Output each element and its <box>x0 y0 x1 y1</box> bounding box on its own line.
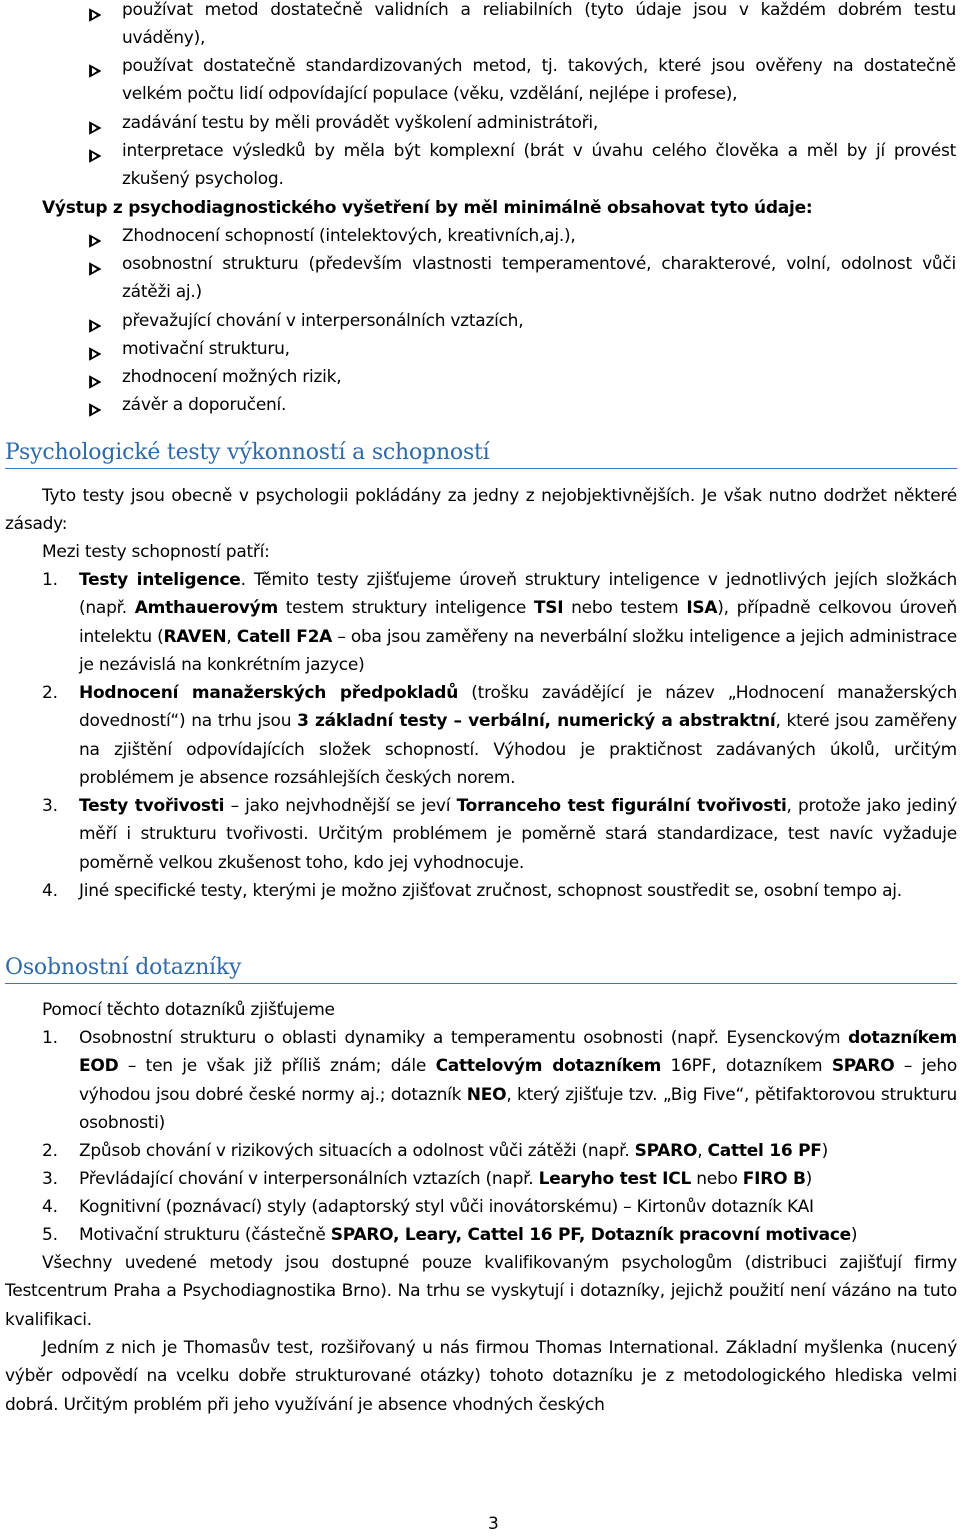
numbered-item: 3. Převládající chování v interpersonálních vztazích (např. Learyho test ICL nebo FIRO B) <box>42 1165 957 1193</box>
list-item: používat metod dostatečně validních a reliabilních (tyto údaje jsou v každém dobrém testu uváděny), <box>122 0 956 49</box>
item-number: 3. <box>42 1169 58 1189</box>
arrow-bullet-icon <box>83 62 111 80</box>
section-heading: Osobnostní dotazníky <box>5 955 957 984</box>
list-item: Zhodnocení schopností (intelektových, kreativních,aj.), <box>122 226 576 246</box>
arrow-bullet-icon <box>83 345 111 363</box>
arrow-bullet-icon <box>83 232 111 250</box>
list-lead: Pomocí těchto dotazníků zjišťujeme <box>42 1000 335 1020</box>
list-item: zadávání testu by měli provádět vyškolení administrátoři, <box>122 113 599 133</box>
numbered-item: 1. Testy inteligence. Těmito testy zjišťujeme úroveň struktury inteligence v jednotlivých jejích složkách (např. Amthauerovým testem struktury inteligence TSI nebo testem ISA), případně celkovou úroveň intelektu (RAVEN, Catell F2A – oba jsou zaměřeny na neverbální složku inteligence a jejich administrace je nezávislá na konkrétním jazyce) <box>42 566 957 679</box>
numbered-item: 3. Testy tvořivosti – jako nejvhodnější se jeví Torranceho test figurální tvořivosti, protože jako jediný měří i strukturu tvořivosti. Určitým problémem je poměrně stará standardizace, test navíc vyžaduje poměrně velkou zkušenost toho, kdo jej vyhodnocuje. <box>42 792 957 877</box>
arrow-bullet-icon <box>83 260 111 278</box>
item-number: 1. <box>42 570 58 590</box>
list-item: interpretace výsledků by měla být komplexní (brát v úvahu celého člověka a měl by jí provést zkušený psycholog. <box>122 141 956 190</box>
item-number: 2. <box>42 683 58 703</box>
arrow-bullet-icon <box>83 373 111 391</box>
item-number: 1. <box>42 1028 58 1048</box>
list-item: osobnostní strukturu (především vlastnosti temperamentové, charakterové, volní, odolnost vůči zátěži aj.) <box>122 254 956 303</box>
arrow-bullet-icon <box>83 317 111 335</box>
page-number: 3 <box>488 1514 499 1534</box>
item-number: 5. <box>42 1225 58 1245</box>
arrow-bullet-icon <box>83 401 111 419</box>
numbered-item: 2. Hodnocení manažerských předpokladů (trošku zavádějící je název „Hodnocení manažerských dovedností“) na trhu jsou 3 základní testy – verbální, numerický a abstraktní, které jsou zaměřeny na zjištění odpovídajících složek schopností. Výhodou je praktičnost zadávaných úkolů, určitým problémem je absence rozsáhlejších českých norem. <box>42 679 957 792</box>
numbered-item: 1. Osobnostní strukturu o oblasti dynamiky a temperamentu osobnosti (např. Eysenckovým dotazníkem EOD – ten je však již příliš znám; dále Cattelovým dotazníkem 16PF, dotazníkem SPARO – jeho výhodou jsou dobré české normy aj.; dotazník NEO, který zjišťuje tzv. „Big Five“, pětifaktorovou strukturu osobnosti) <box>42 1024 957 1137</box>
list-item: převažující chování v interpersonálních vztazích, <box>122 311 524 331</box>
paragraph: Všechny uvedené metody jsou dostupné pouze kvalifikovaným psychologům (distribuci zajišťují firmy Testcentrum Praha a Psychodiagnostika Brno). Na trhu se vyskytují i dotazníky, jejichž použití není vázáno na tuto kvalifikaci. <box>5 1253 957 1330</box>
list-item: zhodnocení možných rizik, <box>122 367 342 387</box>
numbered-item: 4. Kognitivní (poznávací) styly (adaptorský styl vůči inovátorskému) – Kirtonův dotazník KAI <box>42 1193 957 1221</box>
numbered-item: 4. Jiné specifické testy, kterými je možno zjišťovat zručnost, schopnost soustředit se, osobní tempo aj. <box>42 877 957 905</box>
arrow-bullet-icon <box>83 6 111 24</box>
item-number: 4. <box>42 881 58 901</box>
item-number: 2. <box>42 1141 58 1161</box>
list-item: motivační strukturu, <box>122 339 290 359</box>
item-number: 3. <box>42 796 58 816</box>
output-heading: Výstup z psychodiagnostického vyšetření by měl minimálně obsahovat tyto údaje: <box>42 198 813 218</box>
arrow-bullet-icon <box>83 147 111 165</box>
numbered-item: 5. Motivační strukturu (částečně SPARO, Leary, Cattel 16 PF, Dotazník pracovní motivace) <box>42 1221 957 1249</box>
section-heading: Psychologické testy výkonností a schopností <box>5 440 957 469</box>
list-item: závěr a doporučení. <box>122 395 287 415</box>
numbered-item: 2. Způsob chování v rizikových situacích a odolnost vůči zátěži (např. SPARO, Cattel 16 PF) <box>42 1137 957 1165</box>
paragraph: Jedním z nich je Thomasův test, rozšiřovaný u nás firmou Thomas International. Základní myšlenka (nucený výběr odpovědí na vcelku dobře strukturované otázky) tohoto dotazníku je z metodologického hlediska velmi dobrá. Určitým problém při jeho využívání je absence vhodných českých <box>5 1338 957 1415</box>
list-item: používat dostatečně standardizovaných metod, tj. takových, které jsou ověřeny na dostatečně velkém počtu lidí odpovídající populace (věku, vzdělání, nejlépe i profese), <box>122 56 956 105</box>
paragraph: Tyto testy jsou obecně v psychologii pokládány za jedny z nejobjektivnějších. Je však nutno dodržet některé zásady: <box>5 486 957 535</box>
arrow-bullet-icon <box>83 119 111 137</box>
list-lead: Mezi testy schopností patří: <box>42 542 270 562</box>
item-number: 4. <box>42 1197 58 1217</box>
